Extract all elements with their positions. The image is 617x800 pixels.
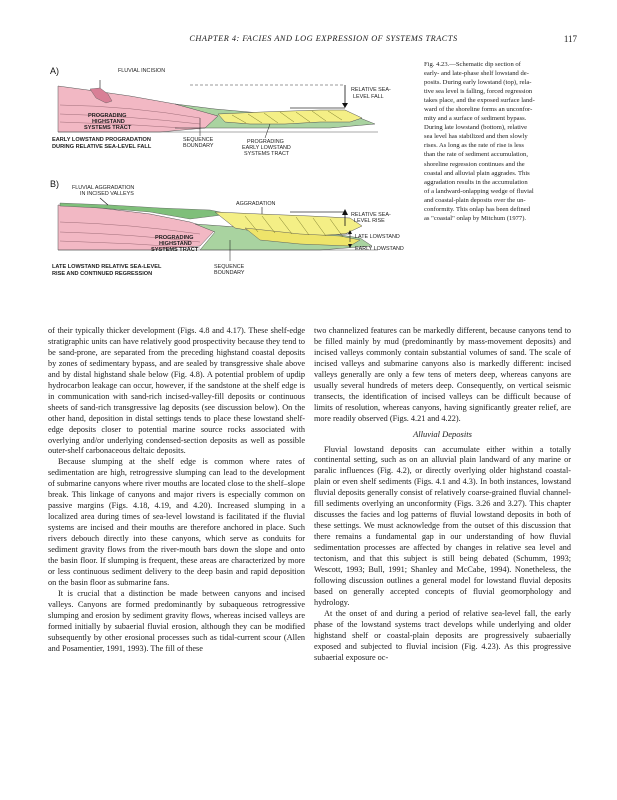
prograding-highstand-b-3: SYSTEMS TRACT [151, 247, 199, 253]
relative-sea-level-rise-label-1: RELATIVE SEA- [351, 212, 391, 218]
chapter-title: CHAPTER 4: FACIES AND LOG EXPRESSION OF SYSTEMS TRACTS [189, 34, 458, 43]
fluvial-aggradation-label-2: IN INCISED VALLEYS [80, 191, 134, 197]
section-heading: Alluvial Deposits [413, 428, 472, 439]
panel-b-strata [58, 198, 378, 250]
caption-line: takes place, and the exposed surface land- [424, 97, 535, 105]
caption-line: sea level has stabilized and then slowly [424, 133, 528, 141]
caption-line: than the rate of sediment accumulation, [424, 151, 528, 159]
prograding-highstand-b-1: PROGRADING [155, 235, 194, 241]
late-lowstand-marker: LATE LOWSTAND [355, 234, 400, 240]
relative-sea-level-fall-label-2: LEVEL FALL [353, 94, 384, 100]
caption-line: and coastal-plain deposits over the un- [424, 196, 526, 204]
panel-b-label: B) [50, 179, 59, 189]
caption-line: of a landward-onlapping wedge of fluvial [424, 187, 534, 195]
panel-a-label: A) [50, 66, 59, 76]
page-number: 117 [563, 34, 577, 44]
fluvial-aggradation-label-1: FLUVIAL AGGRADATION [72, 185, 135, 191]
caption-line: Fig. 4.23.—Schematic dip section of [424, 61, 521, 68]
caption-line: conformity. This onlap has been defined [424, 205, 531, 213]
caption-line: coastal and alluvial plain aggrades. This [424, 169, 530, 177]
relative-sea-level-fall-label-1: RELATIVE SEA- [351, 87, 391, 93]
caption-line: rises. As long as the rate of rise is less [424, 142, 524, 150]
left-paragraph-1: of their typically thicker development (Figs. 4.8 and 4.17). These shelf-edge stratigraphic units can have relatively good prospectivity because they tend to be sand-prone, are separated from the preceding highstand coastal deposits by zones of sedimentary bypass, and are sealed by transgressive shale above and by distal highstand shale below (Fig. 4.8). A potential problem of updip hydrocarbon leakage can occur, however, if the sandstone at the shelf edge is in communication with sand-rich incised-valley-fill deposits or continuous sheets of sand-rich transgressive lag deposits (see discussion below). On the other hand, deposition in distal settings tends to place these lowstand shelf-edge deposits closer to potential marine source rocks associated with overlying and/or underlying condensed-section deposits as well as possible outer-shelf carbonaceous deltaic deposits. [48, 326, 305, 456]
prograding-highstand-a-2: HIGHSTAND [92, 119, 125, 125]
right-text-column [314, 326, 571, 664]
left-text-column [48, 326, 305, 655]
fluvial-incision-label: FLUVIAL INCISION [118, 68, 166, 74]
prograding-early-lowstand-2: EARLY LOWSTAND [242, 145, 291, 151]
prograding-highstand-a-3: SYSTEMS TRACT [84, 125, 132, 131]
right-paragraph-2: Fluvial lowstand deposits can accumulate either within a totally continental setting, such as on an alluvial plain landward of any marine or paralic influences (Fig. 4.2), or directly overlying older highstand coastal-plain or even shelf sediments (Figs. 4.1 and 4.3). In both instances, lowstand fluvial deposits generally consist of relatively coarse-grained fluvial channel-fill sediments overlying an unconformity (Figs. 3.26 and 3.27). This chapter discusses the facies and log patterns of fluvial lowstand deposits in both of these settings. We must acknowledge from the outset of this discussion that there remains a fundamental gap in our understanding of how fluvial sedimentation processes are affected by changes in relative sea level and tectonism, and that this subject is still being debated (Schumm, 1993; Wescott, 1993; Bull, 1991; Shanley and McCabe, 1994). Nonetheless, the following discussion outlines a general model for lowstand fluvial deposits based on generally accepted concepts of fluvial geomorphology and hydrology. [314, 444, 571, 607]
sequence-boundary-b-1: SEQUENCE [214, 264, 245, 270]
sequence-boundary-b-2: BOUNDARY [214, 270, 245, 276]
figure-caption [424, 60, 589, 223]
early-lowstand-caption-1: EARLY LOWSTAND PROGRADATION [52, 137, 151, 143]
caption-line: During late lowstand (bottom), relative [424, 124, 528, 132]
aggradation-label: AGGRADATION [236, 201, 276, 207]
caption-line: as "coastal" onlap by Mitchum (1977). [424, 214, 527, 222]
prograding-highstand-b-2: HIGHSTAND [159, 241, 192, 247]
early-lowstand-marker: EARLY LOWSTAND [355, 246, 404, 252]
caption-line: tive sea level is falling, forced regression [424, 88, 533, 96]
caption-line: shoreline regression continues and the [424, 160, 525, 168]
sequence-boundary-a-1: SEQUENCE [183, 137, 214, 143]
left-paragraph-3: It is crucial that a distinction be made between canyons and incised valleys. Canyons are formed predominantly by subaqueous retrogressive slumping and erosion by sediment gravity flows, whereas incised valleys are formed initially by subaerial fluvial erosion, although they can be modified subsequently by other erosional processes such as tidal-current scour (Allen and Posamentier, 1991, 1993). The fill of these [48, 588, 305, 653]
left-paragraph-2: Because slumping at the shelf edge is common where rates of sedimentation are high, retrogressive slumping can lead to the development of submarine canyons where river mouths are located close to the shelf–slope break. This linkage of canyons and major rivers is especially common on passive margins (Figs. 4.18, 4.19, and 4.20). Increased slumping in a localized area during times of sea-level lowstand is facilitated if the fluvial systems are incised and their mouths are therefore anchored in place. Such rivers debouch directly into these canyons, which serve as conduits for sediment gravity flows from the river-mouth bars down the slope and onto the basin floor. If slumping is frequent, these areas are characterized by more or less continuous sediment delivery to the deep basin and rapid deposition on the basin floor as submarine fans. [48, 457, 305, 587]
caption-line: aggradation results in the accumulation [424, 178, 528, 186]
sequence-boundary-a-2: BOUNDARY [183, 143, 214, 149]
caption-line: posits. During early lowstand (top), rela- [424, 79, 532, 87]
relative-sea-level-rise-label-2: LEVEL RISE [354, 218, 385, 224]
early-lowstand-caption-2: DURING RELATIVE SEA-LEVEL FALL [52, 144, 152, 150]
caption-line: early- and late-phase shelf lowstand de- [424, 70, 529, 78]
prograding-highstand-a-1: PROGRADING [88, 113, 127, 119]
late-lowstand-caption-2: RISE AND CONTINUED REGRESSION [52, 271, 153, 277]
caption-line: mity and a surface of sediment bypass. [424, 115, 527, 123]
late-lowstand-caption-1: LATE LOWSTAND RELATIVE SEA-LEVEL [52, 264, 162, 270]
caption-line: ward of the shoreline forms an unconfor- [424, 106, 533, 114]
right-paragraph-3: At the onset of and during a period of relative sea-level fall, the early phase of the lowstand systems tract develops while underlying and older highstand shelf or coastal-plain deposits are progressively subaerially exposed and subjected to fluvial incision (Fig. 4.23). As this progressive subaerial exposure oc- [314, 608, 571, 662]
prograding-early-lowstand-1: PROGRADING [247, 139, 284, 145]
right-paragraph-1: two channelized features can be markedly different, because canyons tend to be filled mainly by mud (predominantly by mass-movement deposits) and incised valleys commonly contain substantial volumes of sand. The scale of incised valleys and submarine canyons also is markedly different: incised valleys generally are only a few tens of meters deep, whereas canyons are usually several hundreds of meters deep. Consequently, on vertical seismic transects, the identification of incised valleys can be difficult because of limits of resolution, whereas canyons, having significantly greater relief, are more readily observed (Figs. 4.21 and 4.22). [314, 326, 571, 423]
prograding-early-lowstand-3: SYSTEMS TRACT [244, 151, 290, 157]
